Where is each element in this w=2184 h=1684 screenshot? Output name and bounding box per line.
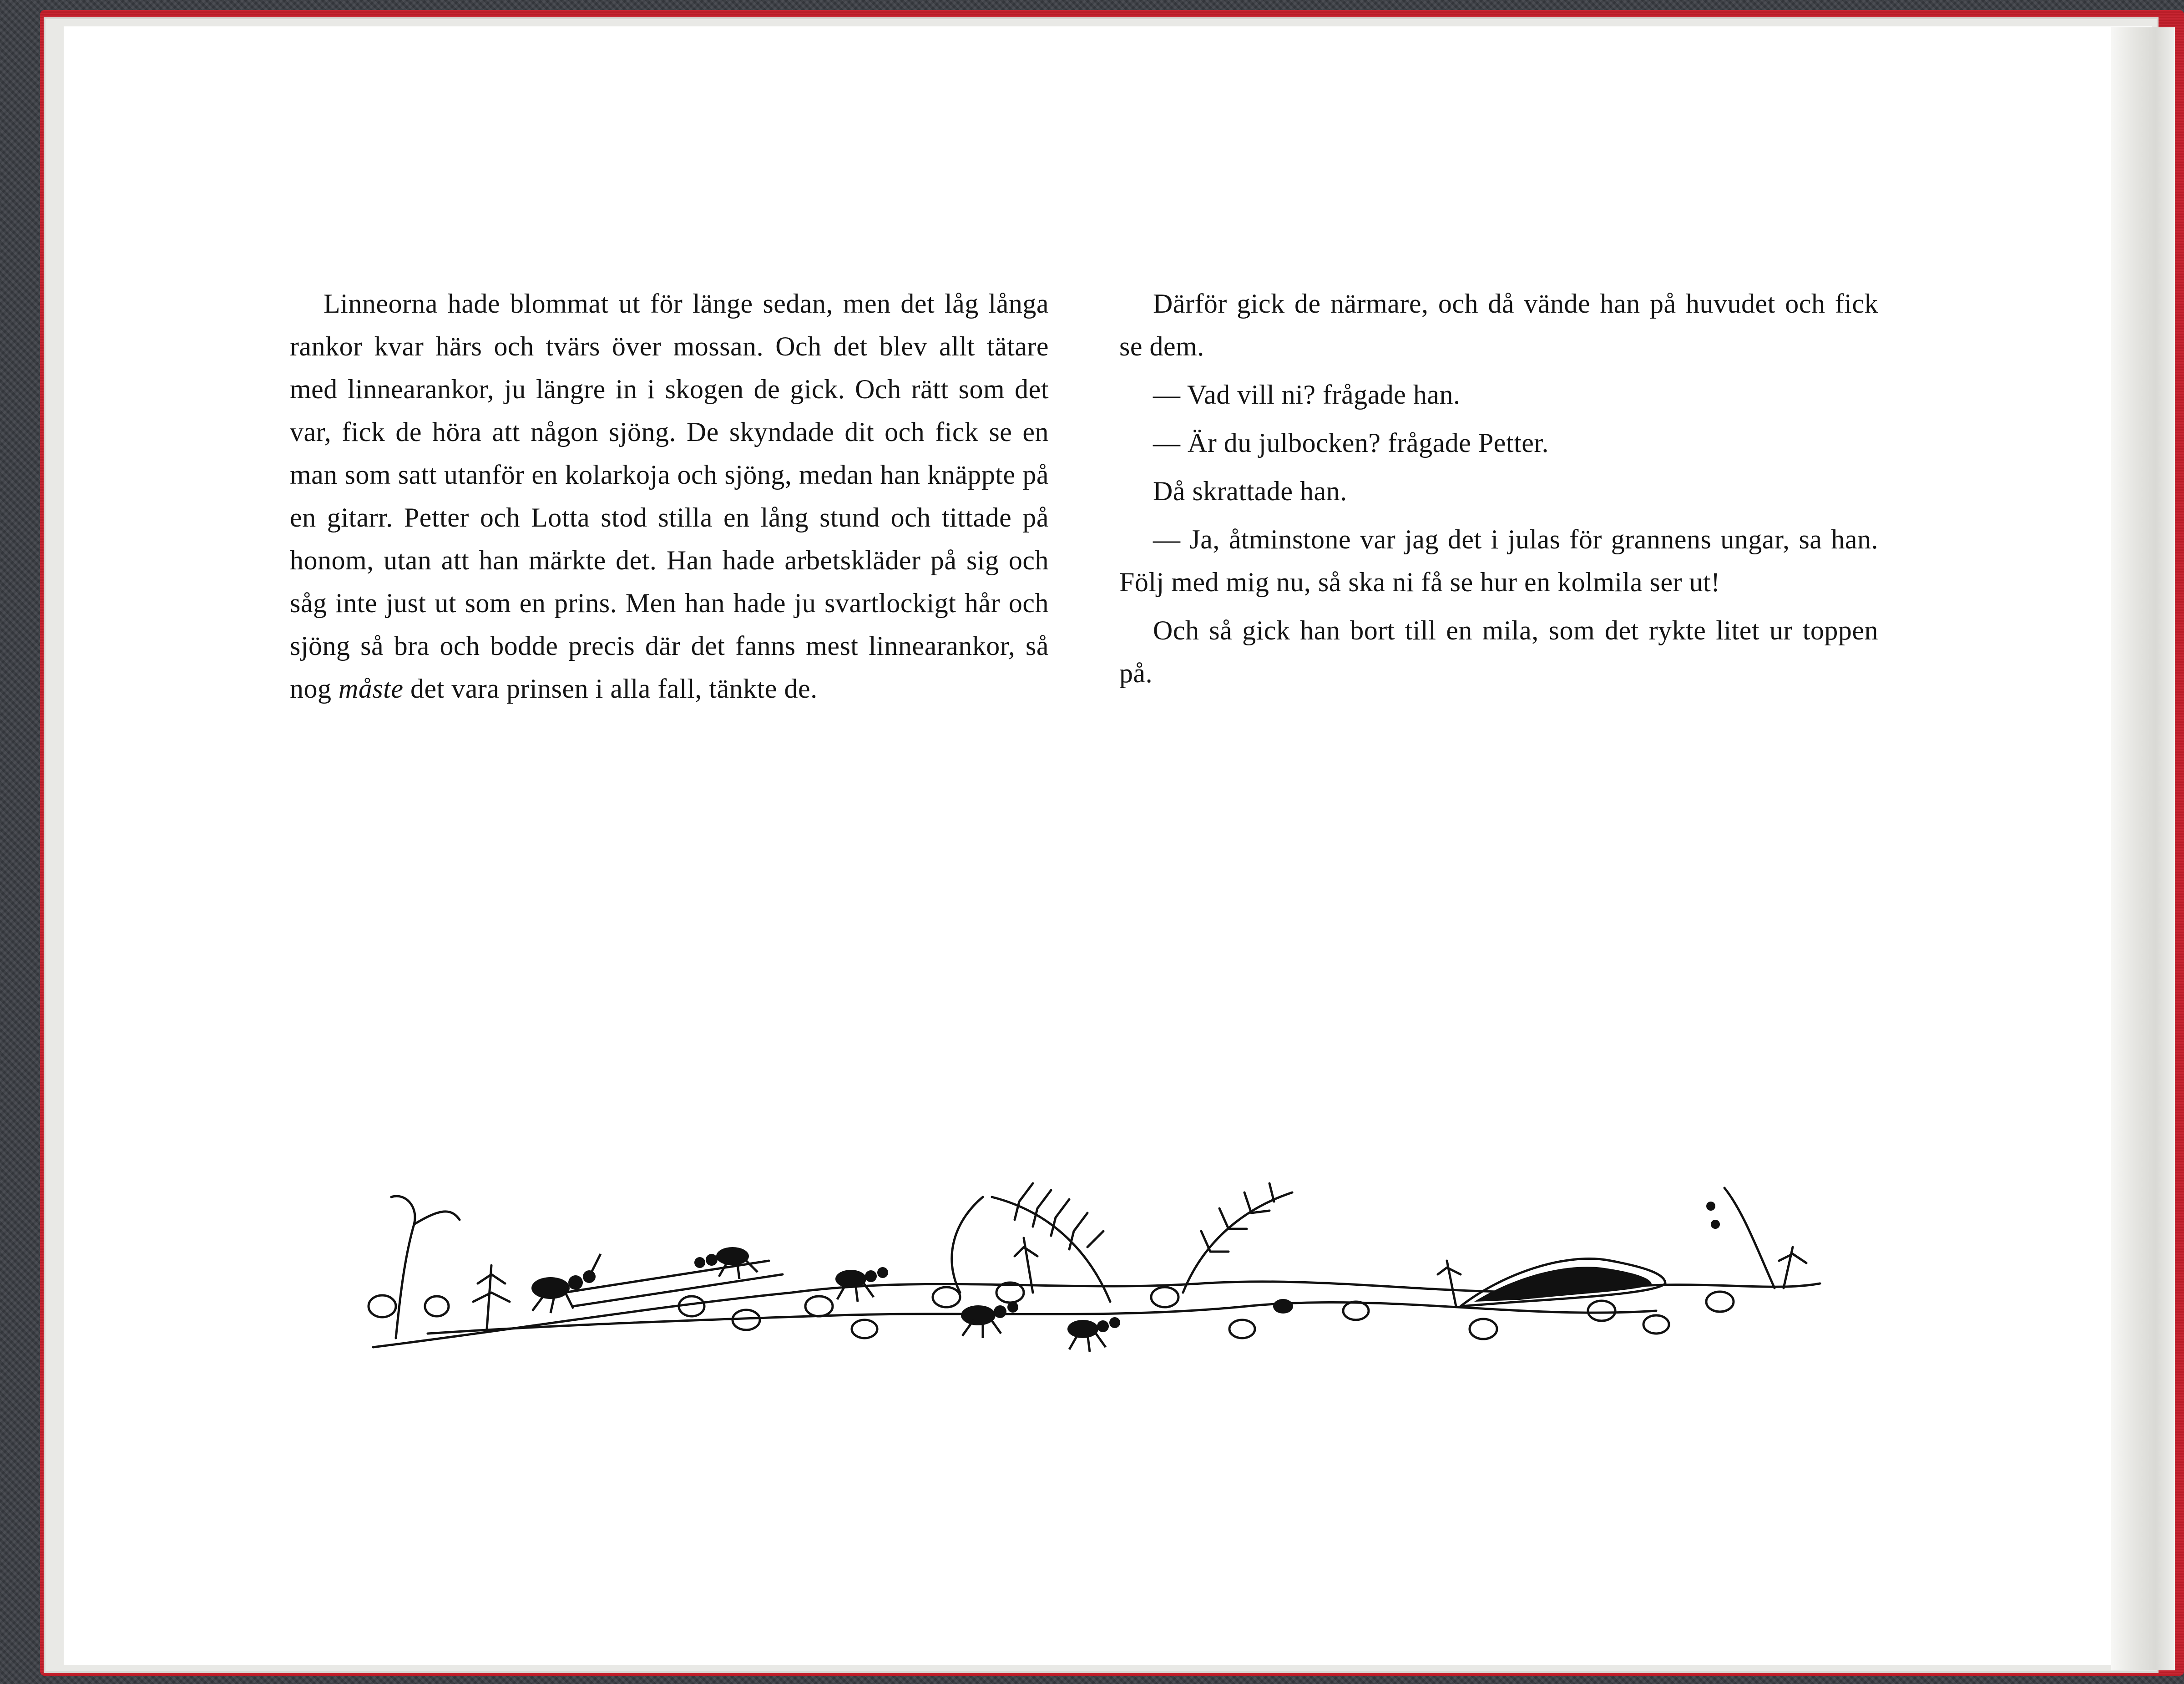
italic-emphasis: måste xyxy=(339,674,404,704)
text-after-italic: det vara prinsen i alla fall, tänkte de. xyxy=(403,674,818,704)
fern xyxy=(1210,1211,1269,1252)
ground-vine xyxy=(428,1302,1656,1334)
leaf xyxy=(1643,1315,1669,1334)
forest-floor-illustration xyxy=(337,1156,1838,1384)
left-text-column xyxy=(290,282,1049,710)
right-paragraph-6: Och så gick han bort till en mila, som det rykte litet ur toppen på. xyxy=(1119,615,1878,688)
leaf xyxy=(1229,1320,1255,1338)
leaf xyxy=(933,1287,960,1307)
text-before-italic: Linneorna hade blommat ut för länge sedan, men det låg långa rankor kvar härs och tvärs över mossan. Och det blev allt tätare med linnearankor, ju längre in i skogen de gick. Och rätt som det var, fick de höra att någon sjöng. De skyndade dit och fick se en man som satt utanför en kolarkoja och sjöng, medan han knäppte på en gitarr. Petter och Lotta stod stilla en lång stund och tittade på honom, utan att han märkte det. Han hade arbetskläder på sig och såg inte just ut som en prins. Men han hade ju svartlockigt hår och sjöng så bra och bodde precis där det fanns mest linnearankor, så nog xyxy=(290,289,1049,704)
right-paragraph-3: — Är du julbocken? frågade Petter. xyxy=(1153,428,1549,458)
fern xyxy=(1183,1192,1292,1293)
twinflower-stem xyxy=(952,1197,983,1293)
leaf xyxy=(1151,1287,1178,1307)
ant xyxy=(961,1302,1018,1338)
twinflower-bud xyxy=(1706,1202,1715,1211)
leaf xyxy=(1470,1319,1497,1339)
slug-body xyxy=(1474,1267,1652,1302)
right-paragraph-5: — Ja, åtminstone var jag det i julas för grannens ungar, sa han. Följ med mig nu, så ska ni få se hur en kolmila ser ut! xyxy=(1119,524,1878,597)
left-paragraph xyxy=(290,282,1049,710)
leaf xyxy=(425,1296,449,1316)
herb xyxy=(1438,1261,1461,1306)
leaf xyxy=(852,1320,877,1338)
right-paragraph-2: — Vad vill ni? frågade han. xyxy=(1153,380,1461,410)
book-gutter xyxy=(2111,27,2175,1670)
book-page xyxy=(64,26,2152,1665)
fern xyxy=(1201,1183,1274,1252)
fern xyxy=(1019,1183,1103,1247)
ground-vine xyxy=(573,1274,783,1306)
leaf xyxy=(1706,1292,1734,1312)
twinflower-stem xyxy=(1724,1188,1774,1288)
right-paragraph-1: Därför gick de närmare, och då vände han på huvudet och fick se dem. xyxy=(1119,289,1878,361)
leaf xyxy=(369,1295,396,1317)
herb xyxy=(1779,1247,1806,1288)
leaf xyxy=(805,1296,833,1316)
right-text-column xyxy=(1119,282,1878,700)
twinflower-stem xyxy=(391,1196,415,1338)
leaf xyxy=(1588,1301,1615,1321)
pebble xyxy=(1273,1299,1293,1314)
twinflower-bud xyxy=(1711,1220,1720,1229)
right-paragraph-4: Då skrattade han. xyxy=(1153,476,1347,506)
leaf xyxy=(1343,1302,1369,1320)
herb xyxy=(473,1265,510,1329)
twinflower-stem xyxy=(414,1212,460,1224)
ant xyxy=(694,1247,758,1279)
ant xyxy=(1067,1317,1120,1352)
